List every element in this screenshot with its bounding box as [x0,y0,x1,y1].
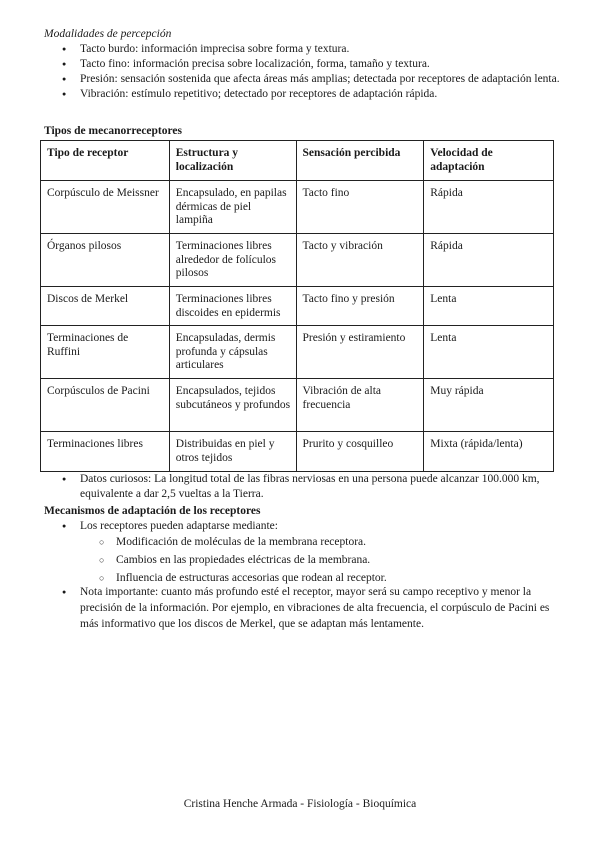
list-item [0,519,318,534]
table-cell: Terminaciones libres alrededor de folículos pilosos [169,234,296,287]
table-cell: Órganos pilosos [41,234,170,287]
page-footer: Cristina Henche Armada - Fisiología - Bioquímica [183,798,417,810]
table-cell: Lenta [424,326,554,379]
sub-list-item: ○ Cambios en las propiedades eléctricas de la membrana. [0,553,427,568]
sub-list-item: ○ Modificación de moléculas de la membrana receptora. [0,535,427,550]
table-header-row [41,141,554,181]
table-cell: Tacto fino y presión [296,287,424,326]
table-cell: Terminaciones libres [41,432,170,472]
tipos-heading: Tipos de mecanorreceptores [44,125,182,137]
list-item: ● Vibración: estímulo repetitivo; detectado por receptores de adaptación rápida. [0,87,600,102]
header-cell: Sensación percibida [296,141,424,181]
list-item: ● Datos curiosos: La longitud total de las fibras nerviosas en una persona puede alcanzar 100.000 km, equivalente a dar 2,5 vueltas a la Tierra. [0,472,600,502]
mecanismos-sub-list [0,535,427,586]
receptors-table [40,140,554,472]
list-item: ● Tacto burdo: información imprecisa sobre forma y textura. [0,42,600,57]
table-cell: Lenta [424,287,554,326]
table-cell: Prurito y cosquilleo [296,432,424,472]
table-cell: Vibración de alta frecuencia [296,379,424,432]
list-item: ● Presión: sensación sostenida que afecta áreas más amplias; detectada por receptores de adaptación lenta. [0,72,600,87]
mecanismos-list [0,519,318,534]
table-row [41,287,554,326]
table-cell: Encapsulado, en papilas dérmicas de piel lampiña [169,181,296,234]
table-cell: Corpúsculos de Pacini [41,379,170,432]
nota-list [0,584,600,632]
table-cell: Rápida [424,181,554,234]
table-cell: Corpúsculo de Meissner [41,181,170,234]
table-cell: Discos de Merkel [41,287,170,326]
table-row [41,234,554,287]
datos-curiosos-list [0,472,600,502]
table-cell: Terminaciones libres discoides en epidermis [169,287,296,326]
table-cell: Mixta (rápida/lenta) [424,432,554,472]
table-cell: Rápida [424,234,554,287]
list-item: ● Nota importante: cuanto más profundo esté el receptor, mayor será su campo receptivo y menor la precisión de la información. Por ejemplo, en vibraciones de alta frecuencia, el corpúsculo de Pacini es más informativo que los discos de Merkel, que se adaptan más lentamente. [0,584,600,632]
table-row [41,432,554,472]
table-cell: Muy rápida [424,379,554,432]
modalidades-list [0,42,600,102]
table-cell: Distribuidas en piel y otros tejidos [169,432,296,472]
mecanismos-intro: Los receptores pueden adaptarse mediante: [80,520,278,532]
header-cell: Tipo de receptor [41,141,170,181]
mecanismos-heading: Mecanismos de adaptación de los receptores [44,505,261,517]
list-item: ● Tacto fino: información precisa sobre localización, forma, tamaño y textura. [0,57,600,72]
table-cell: Tacto y vibración [296,234,424,287]
table-cell: Encapsulados, tejidos subcutáneos y profundos [169,379,296,432]
header-cell: Estructura y localización [169,141,296,181]
table-cell: Tacto fino [296,181,424,234]
modalidades-heading: Modalidades de percepción [44,28,172,40]
table-cell: Presión y estiramiento [296,326,424,379]
table-cell: Terminaciones de Ruffini [41,326,170,379]
table-row [41,181,554,234]
header-cell: Velocidad de adaptación [424,141,554,181]
table-row [41,326,554,379]
table-cell: Encapsuladas, dermis profunda y cápsulas articulares [169,326,296,379]
table-row [41,379,554,432]
sub-list-item: ○ Influencia de estructuras accesorias que rodean al receptor. [0,571,427,586]
